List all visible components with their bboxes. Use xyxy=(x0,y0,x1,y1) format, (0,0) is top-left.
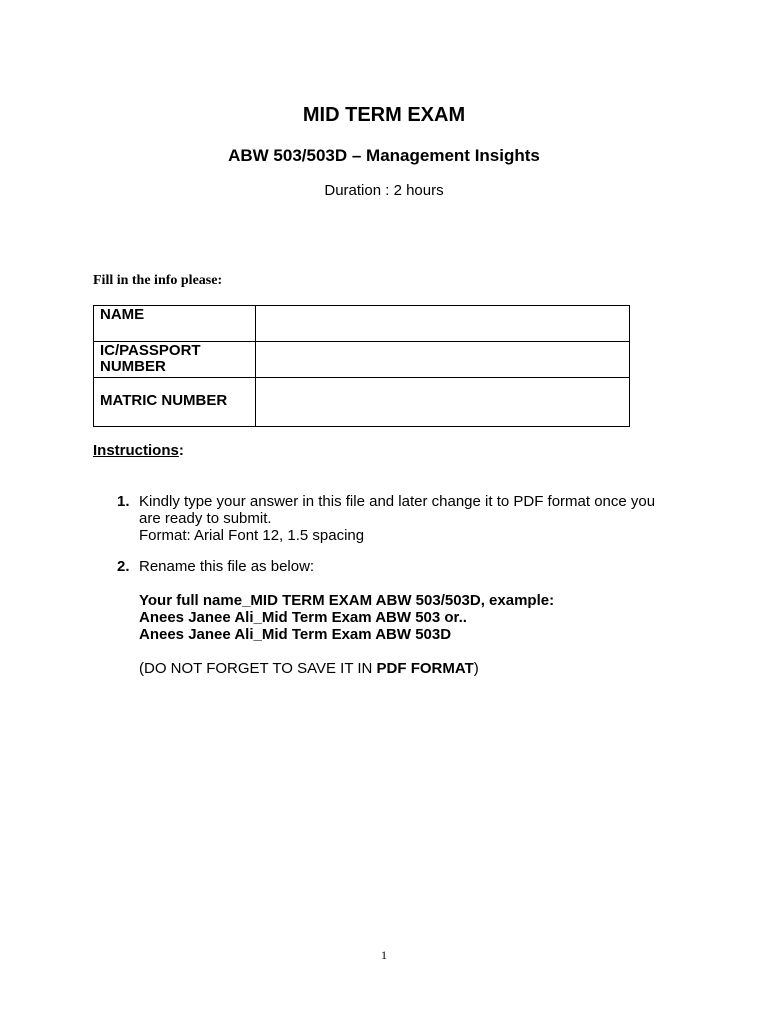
item-text-line: Kindly type your answer in this file and later change it to PDF format once you xyxy=(139,493,656,510)
save-reminder xyxy=(139,660,699,677)
item-body xyxy=(139,558,699,677)
ic-passport-label-line2: NUMBER xyxy=(100,358,166,375)
save-reminder-prefix: (DO NOT FORGET TO SAVE IT IN xyxy=(139,660,377,677)
student-info-table xyxy=(93,305,630,427)
item-number: 2. xyxy=(117,558,130,575)
ic-passport-label xyxy=(94,342,256,378)
save-reminder-emphasis: PDF FORMAT xyxy=(376,660,474,677)
exam-duration: Duration : 2 hours xyxy=(324,182,444,199)
item-body xyxy=(139,493,699,544)
instructions-heading-text: Instructions xyxy=(93,442,179,459)
item-text-line: Rename this file as below: xyxy=(139,558,315,575)
instructions-heading-colon: : xyxy=(178,442,184,459)
save-reminder-suffix: ) xyxy=(473,660,479,677)
ic-passport-field[interactable] xyxy=(256,342,630,378)
matric-number-field[interactable] xyxy=(256,378,630,427)
table-row xyxy=(94,342,630,378)
instructions-heading xyxy=(93,442,184,460)
item-text-line: are ready to submit. xyxy=(139,510,272,527)
filename-format: Your full name_MID TERM EXAM ABW 503/503D, example: xyxy=(139,592,555,609)
page-number: 1 xyxy=(381,948,387,962)
spacer xyxy=(139,643,699,660)
name-label: NAME xyxy=(94,306,256,342)
ic-passport-label-line1: IC/PASSPORT xyxy=(100,342,201,359)
filename-example: Anees Janee Ali_Mid Term Exam ABW 503D xyxy=(139,626,452,643)
filename-example: Anees Janee Ali_Mid Term Exam ABW 503 or.. xyxy=(139,609,467,626)
table-row xyxy=(94,306,630,342)
matric-number-label: MATRIC NUMBER xyxy=(94,378,256,427)
format-note: Format: Arial Font 12, 1.5 spacing xyxy=(139,527,365,544)
exam-title: MID TERM EXAM xyxy=(302,104,466,126)
name-field[interactable] xyxy=(256,306,630,342)
item-number: 1. xyxy=(117,493,130,510)
course-subtitle: ABW 503/503D – Management Insights xyxy=(228,146,540,165)
form-intro: Fill in the info please: xyxy=(93,273,223,288)
table-row xyxy=(94,378,630,427)
spacer xyxy=(139,575,699,592)
